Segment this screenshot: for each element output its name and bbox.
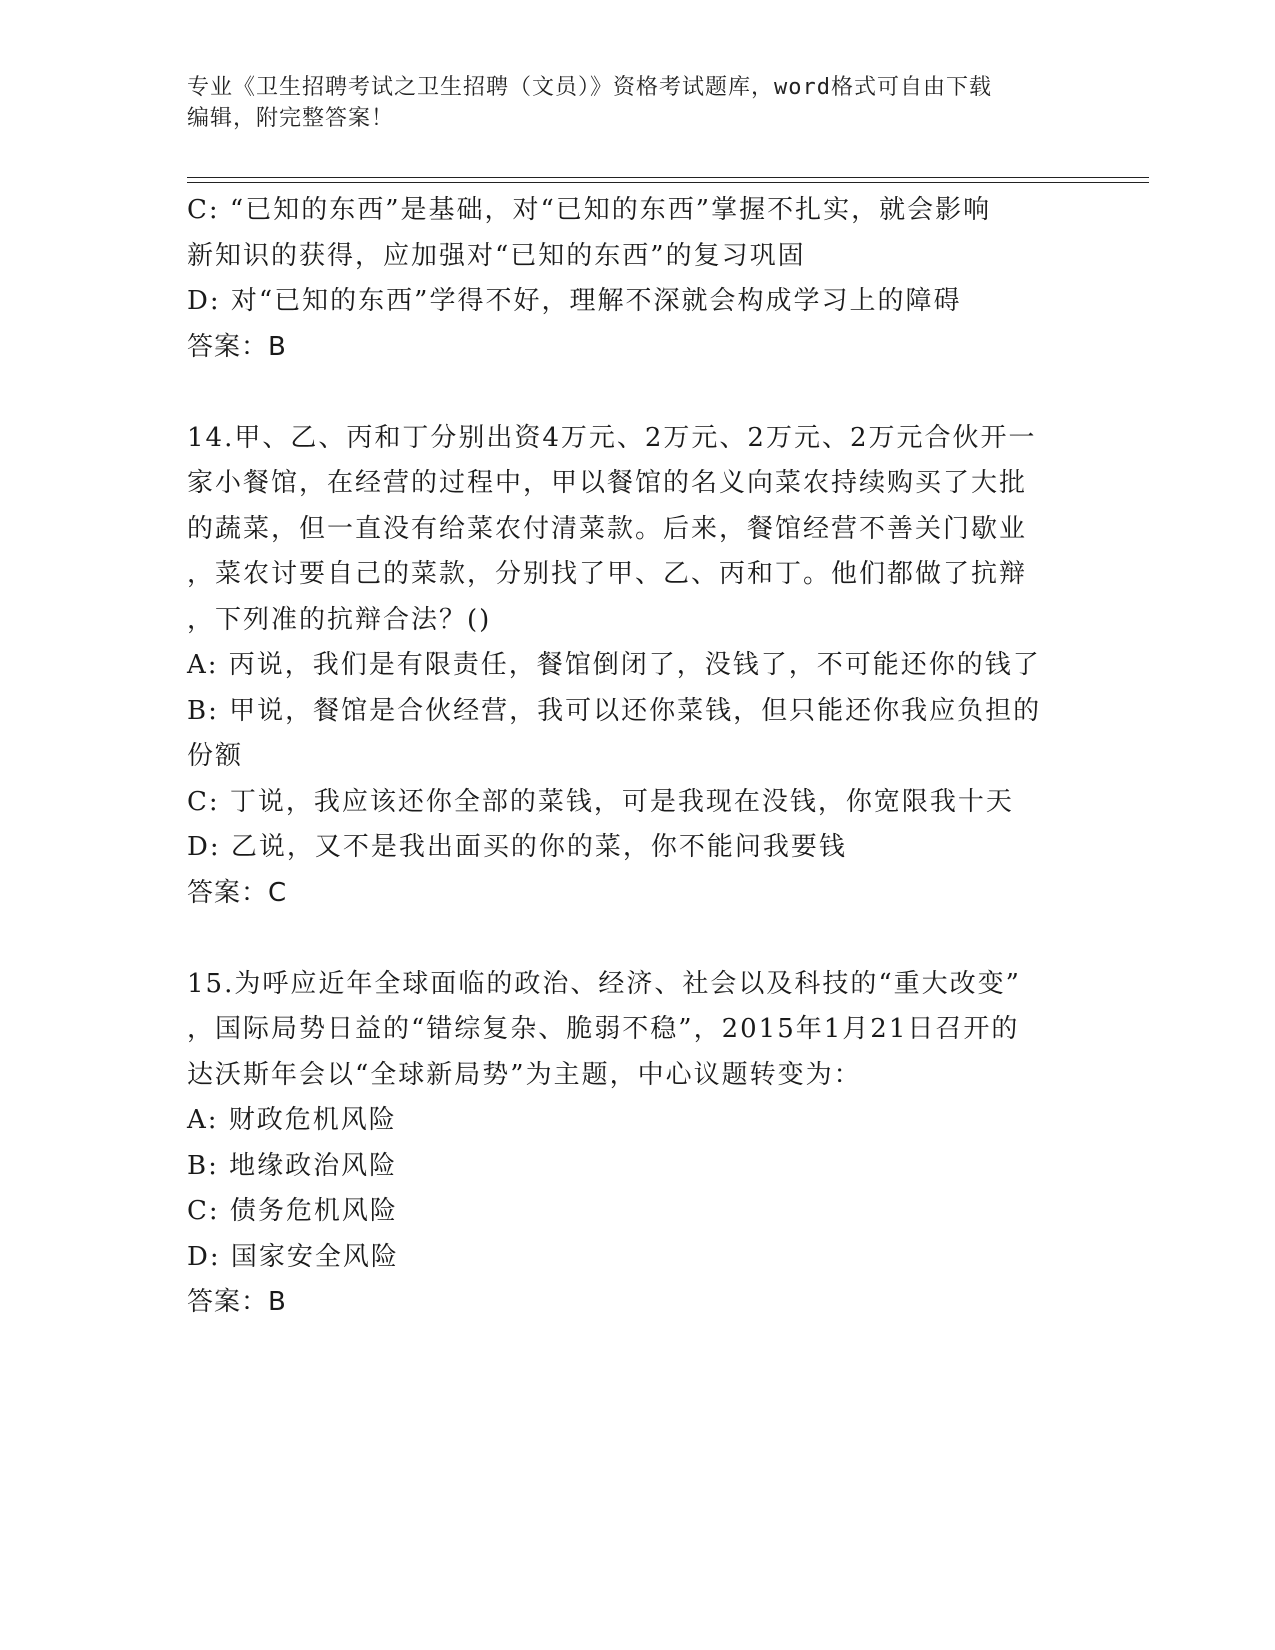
- question-stem-line: 14.甲、乙、丙和丁分别出资4万元、2万元、2万元、2万元合伙开一: [187, 422, 1037, 453]
- question-15: [187, 962, 1087, 1326]
- header-line-1: 专业《卫生招聘考试之卫生招聘（文员）》资格考试题库，word格式可自由下载: [187, 75, 992, 100]
- question-stem-line: ，下列准的抗辩合法？(): [187, 604, 492, 635]
- header-divider-top: [187, 177, 1149, 178]
- question-stem-line: ，国际局势日益的“错综复杂、脆弱不稳”，2015年1月21日召开的: [187, 1014, 1020, 1044]
- question-stem-line: 15.为呼应近年全球面临的政治、经济、社会以及科技的“重大改变”: [187, 968, 1021, 999]
- option-b-line-1: B: 甲说，餐馆是合伙经营，我可以还你菜钱，但只能还你我应负担的: [187, 695, 1042, 726]
- question-stem-line: 的蔬菜，但一直没有给菜农付清菜款。后来，餐馆经营不善关门歇业: [187, 513, 1028, 544]
- page-header: [187, 72, 1067, 134]
- option-b: B: 地缘政治风险: [187, 1150, 398, 1181]
- option-c-line-1: C: “已知的东西”是基础，对“已知的东西”掌握不扎实，就会影响: [187, 195, 992, 225]
- option-c: C: 丁说，我应该还你全部的菜钱，可是我现在没钱，你宽限我十天: [187, 786, 1014, 817]
- option-b-line-2: 份额: [187, 741, 244, 771]
- question-13-tail: [187, 188, 1087, 370]
- question-14: [187, 416, 1087, 917]
- answer: 答案：B: [187, 1287, 287, 1317]
- option-c-line-2: 新知识的获得，应加强对“已知的东西”的复习巩固: [187, 240, 806, 271]
- question-stem-line: 达沃斯年会以“全球新局势”为主题，中心议题转变为：: [187, 1059, 862, 1090]
- option-d: D: 对“已知的东西”学得不好，理解不深就会构成学习上的障碍: [187, 286, 962, 316]
- header-divider-bottom: [187, 182, 1149, 183]
- question-stem-line: ，菜农讨要自己的菜款，分别找了甲、乙、丙和丁。他们都做了抗辩: [187, 559, 1028, 589]
- document-body: [187, 188, 1087, 1326]
- header-line-2: 编辑，附完整答案！: [187, 106, 395, 131]
- option-a: A: 丙说，我们是有限责任，餐馆倒闭了，没钱了，不可能还你的钱了: [187, 650, 1041, 680]
- question-stem-line: 家小餐馆，在经营的过程中，甲以餐馆的名义向菜农持续购买了大批: [187, 468, 1028, 498]
- option-c: C: 债务危机风险: [187, 1196, 398, 1226]
- spacer: [187, 370, 1087, 416]
- option-d: D: 国家安全风险: [187, 1241, 399, 1272]
- option-d: D: 乙说，又不是我出面买的你的菜，你不能问我要钱: [187, 832, 847, 862]
- spacer: [187, 916, 1087, 962]
- option-a: A: 财政危机风险: [187, 1105, 397, 1135]
- answer: 答案：C: [187, 877, 288, 908]
- answer: 答案：B: [187, 331, 287, 362]
